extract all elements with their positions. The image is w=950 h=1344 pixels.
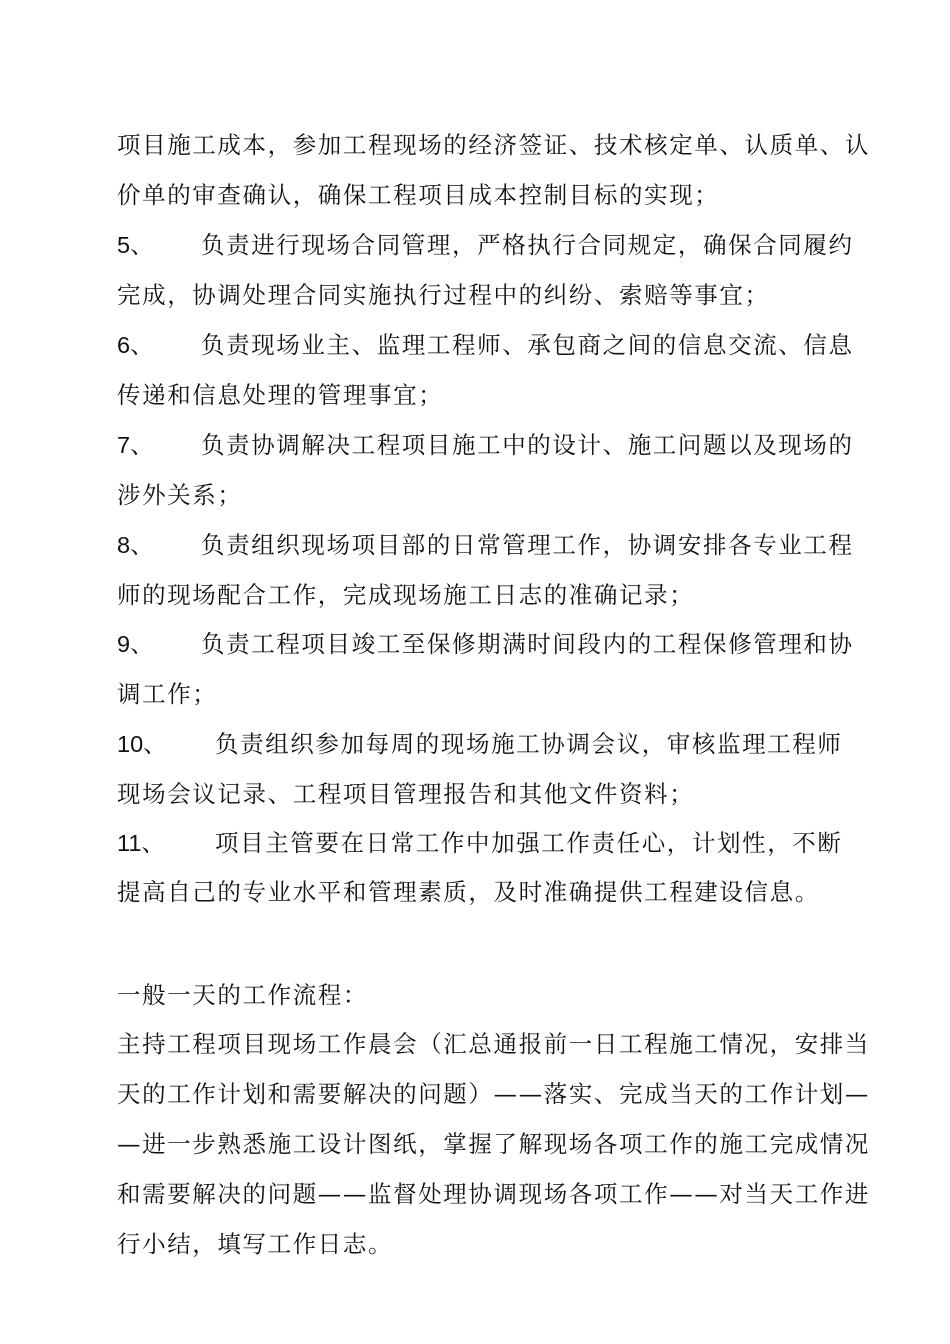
item-number: 5、 <box>117 232 154 258</box>
item-text: 项目主管要在日常工作中加强工作责任心，计划性，不断 <box>215 829 843 857</box>
paragraph-line <box>117 1074 870 1114</box>
item-number: 7、 <box>117 432 154 458</box>
workflow-line-2: 天的工作计划和需要解决的问题）——落实、完成当天的工作计划— <box>117 1080 870 1108</box>
item-text: 负责工程项目竣工至保修期满时间段内的工程保修管理和协 <box>201 630 854 658</box>
workflow-line-4: 和需要解决的问题——监督处理协调现场各项工作——对当天工作进 <box>117 1180 870 1208</box>
item-number: 8、 <box>117 532 154 558</box>
paragraph-line <box>117 1124 870 1164</box>
intro-line-1: 项目施工成本，参加工程现场的经济签证、技术核定单、认质单、认 <box>117 131 870 159</box>
list-item <box>117 425 854 465</box>
list-item <box>117 525 854 565</box>
item-text: 提高自己的专业水平和管理素质，及时准确提供工程建设信息。 <box>117 878 820 906</box>
item-text: 完成，协调处理合同实施执行过程中的纠纷、索赔等事宜； <box>117 281 770 309</box>
item-text: 传递和信息处理的管理事宜； <box>117 381 444 409</box>
workflow-heading: 一般一天的工作流程： <box>117 981 368 1009</box>
paragraph-line <box>117 175 837 215</box>
list-item-continuation <box>117 872 837 912</box>
list-item <box>117 624 854 664</box>
workflow-line-3: —进一步熟悉施工设计图纸，掌握了解现场各项工作的施工完成情况 <box>117 1130 870 1158</box>
item-number: 10、 <box>117 731 167 757</box>
item-number: 6、 <box>117 332 154 358</box>
list-item <box>117 325 854 365</box>
item-number: 11、 <box>117 830 165 856</box>
item-text: 负责组织参加每周的现场施工协调会议，审核监理工程师 <box>215 730 843 758</box>
item-text: 负责进行现场合同管理，严格执行合同规定，确保合同履约 <box>201 231 854 259</box>
item-number: 9、 <box>117 631 154 657</box>
item-text: 现场会议记录、工程项目管理报告和其他文件资料； <box>117 780 695 808</box>
list-item-continuation <box>117 674 837 714</box>
paragraph-line <box>117 1174 870 1214</box>
list-item-continuation <box>117 475 837 515</box>
workflow-line-1: 主持工程项目现场工作晨会（汇总通报前一日工程施工情况，安排当 <box>117 1030 870 1058</box>
paragraph-line <box>117 125 870 165</box>
item-text: 负责现场业主、监理工程师、承包商之间的信息交流、信息 <box>201 331 854 359</box>
section-heading <box>117 975 837 1015</box>
item-text: 调工作； <box>117 680 218 708</box>
list-item-continuation <box>117 275 837 315</box>
paragraph-line <box>117 1224 837 1264</box>
item-text: 负责组织现场项目部的日常管理工作，协调安排各专业工程 <box>201 531 854 559</box>
list-item-continuation <box>117 575 837 615</box>
list-item-continuation <box>117 774 837 814</box>
item-text: 师的现场配合工作，完成现场施工日志的准确记录； <box>117 581 695 609</box>
paragraph-line <box>117 1024 870 1064</box>
list-item <box>117 225 854 265</box>
item-text: 负责协调解决工程项目施工中的设计、施工问题以及现场的 <box>201 431 854 459</box>
list-item <box>117 823 843 863</box>
intro-line-2: 价单的审查确认，确保工程项目成本控制目标的实现； <box>117 181 720 209</box>
workflow-line-5: 行小结，填写工作日志。 <box>117 1230 394 1258</box>
item-text: 涉外关系； <box>117 481 243 509</box>
list-item <box>117 724 843 764</box>
list-item-continuation <box>117 375 837 415</box>
